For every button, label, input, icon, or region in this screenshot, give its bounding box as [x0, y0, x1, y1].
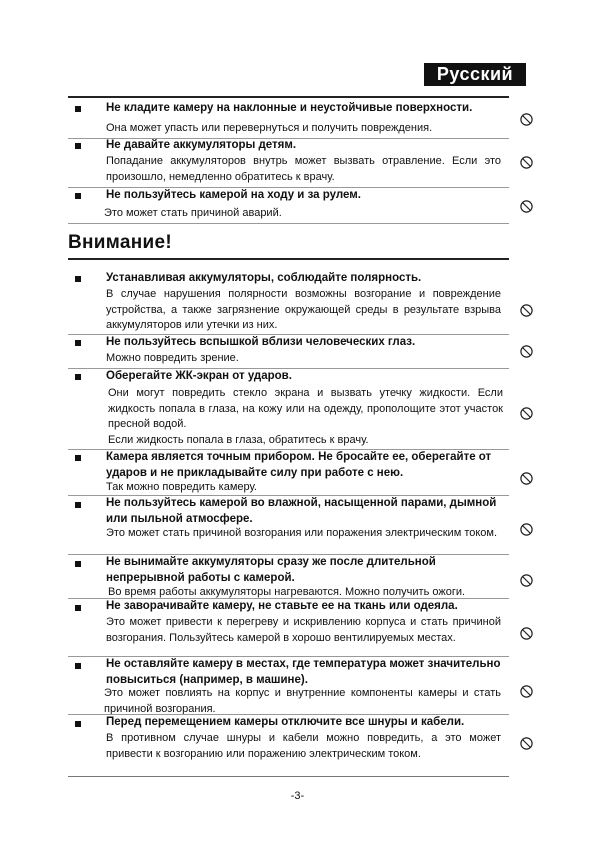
caution-title: Не вынимайте аккумуляторы сразу же после длительной непрерывной работы с камерой. [106, 556, 436, 584]
bullet-icon [75, 193, 81, 199]
caution-body: Это может повлиять на корпус и внутренние компоненты камеры и стать причиной возгорания. [104, 687, 501, 715]
prohibited-icon [520, 627, 533, 640]
bullet-icon [75, 340, 81, 346]
warning-title: Не пользуйтесь камерой на ходу и за рулем. [106, 189, 361, 201]
caution-title: Перед перемещением камеры отключите все шнуры и кабели. [106, 716, 465, 728]
prohibited-icon [520, 472, 533, 485]
caution-title: Не оставляйте камеру в местах, где температура может значительно повыситься (например, в машине). [106, 658, 501, 686]
bullet-icon [75, 561, 81, 567]
caution-body: Во время работы аккумуляторы нагреваются. Можно получить ожоги. [108, 586, 466, 598]
top-rule [68, 96, 509, 98]
warning-body: Это может стать причиной аварий. [104, 207, 282, 219]
prohibited-icon [520, 523, 533, 536]
caution-title: Не заворачивайте камеру, не ставьте ее на ткань или одеяла. [106, 600, 458, 612]
caution-body: В противном случае шнуры и кабели можно повредить, а это может привести к возгоранию или поражению электрическим током. [106, 732, 501, 760]
caution-body: Это может стать причиной возгорания или поражения электрическим током. [106, 527, 498, 539]
caution-title: Не пользуйтесь камерой во влажной, насыщенной парами, дымной или пыльной атмосфере. [106, 497, 497, 525]
prohibited-icon [520, 737, 533, 750]
caution-body: Так можно повредить камеру. [106, 481, 257, 493]
prohibited-icon [520, 574, 533, 587]
bullet-icon [75, 721, 81, 727]
warning-body: Она может упасть или перевернуться и получить повреждения. [106, 122, 433, 134]
caution-rule [68, 258, 509, 260]
bullet-icon [75, 502, 81, 508]
caution-body: Они могут повредить стекло экрана и вызвать утечку жидкости. Если жидкость попала в глаза, на кожу или на одежду, прополощите этот участок пресной водой. [108, 387, 503, 430]
bullet-icon [75, 605, 81, 611]
bullet-icon [75, 276, 81, 282]
warning-body: Попадание аккумуляторов внутрь может вызвать отравление. Если это произошло, немедленно обратитесь к врачу. [106, 155, 501, 183]
bullet-icon [75, 106, 81, 112]
bullet-icon [75, 663, 81, 669]
bullet-icon [75, 143, 81, 149]
prohibited-icon [520, 345, 533, 358]
caution-body-extra: Если жидкость попала в глаза, обратитесь к врачу. [108, 434, 369, 446]
caution-title: Камера является точным прибором. Не бросайте ее, оберегайте от ударов и не прикладывайте силу при работе с нею. [106, 451, 492, 479]
prohibited-icon [520, 304, 533, 317]
caution-body: Это может привести к перегреву и искривлению корпуса и стать причиной возгорания. Пользуйтесь камерой в хорошо вентилируемых местах. [106, 616, 501, 644]
caution-title: Не пользуйтесь вспышкой вблизи человеческих глаз. [106, 336, 416, 348]
prohibited-icon [520, 200, 533, 213]
warning-title: Не давайте аккумуляторы детям. [106, 139, 297, 151]
language-badge: Русский [424, 63, 526, 86]
caution-title: Устанавливая аккумуляторы, соблюдайте полярность. [106, 272, 422, 284]
bottom-rule [68, 776, 509, 777]
caution-heading: Внимание! [68, 232, 172, 253]
caution-title: Оберегайте ЖК-экран от ударов. [106, 370, 292, 382]
prohibited-icon [520, 407, 533, 420]
caution-body: Можно повредить зрение. [106, 352, 239, 364]
prohibited-icon [520, 685, 533, 698]
page-number: -3- [290, 790, 305, 802]
bullet-icon [75, 455, 81, 461]
prohibited-icon [520, 156, 533, 169]
caution-body: В случае нарушения полярности возможны возгорание и повреждение устройства, а также загрязнение окружающей среды в результате взрыва аккумуляторов или утечки из них. [106, 288, 501, 331]
prohibited-icon [520, 113, 533, 126]
bullet-icon [75, 374, 81, 380]
warning-title: Не кладите камеру на наклонные и неустойчивые поверхности. [106, 102, 473, 114]
item-divider [68, 223, 509, 224]
